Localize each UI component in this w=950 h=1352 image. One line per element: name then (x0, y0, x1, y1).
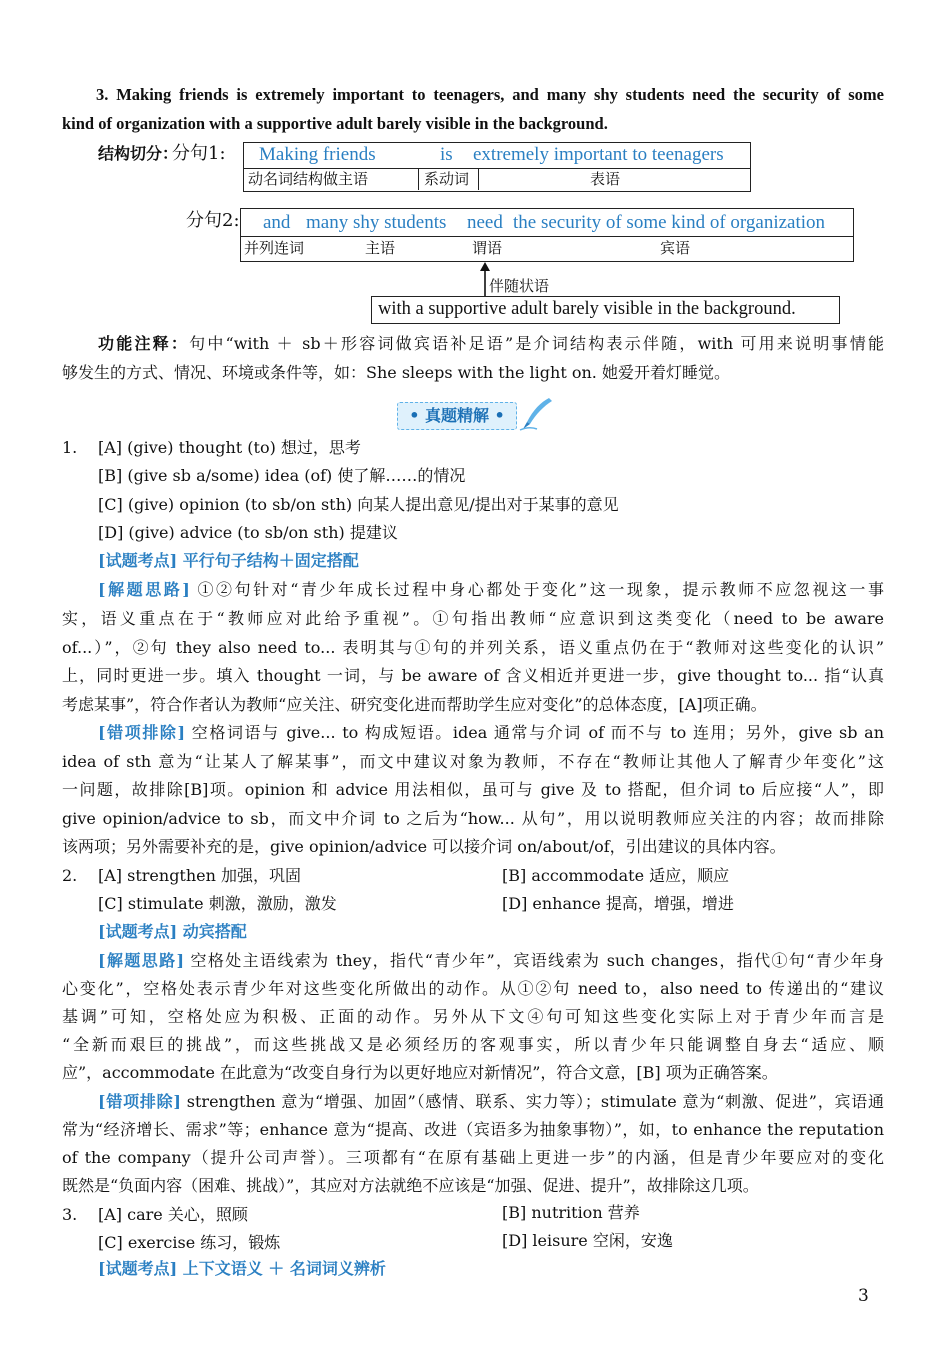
q2-option-c: [C] stimulate 刺激，激励，激发 (98, 894, 337, 913)
page-number: 3 (858, 1286, 869, 1306)
q1-paichu-line-2: idea of sth 意为“让某人了解某事”，而文中建议对象为教师，不存在“教师让其他人了解青少年变化”这 (62, 752, 884, 771)
q2-option-d: [D] enhance 提高，增强，增进 (502, 894, 734, 913)
q1-silu-tag: [解题思路] (98, 580, 190, 599)
clause-1-subject: Making friends (259, 144, 376, 165)
q2-silu-line-4: “全新而艰巨的挑战”，而这些挑战又是必须经历的客观事实，所以青少年只能调整自身去“适应、顺 (62, 1035, 884, 1054)
section-title-badge: • 真题精解 • (397, 402, 517, 430)
clause-2-verb: need (467, 212, 503, 233)
q1-silu-line-4: 上，同时更进一步。填入 thought 一词，与 be aware of 含义相近并更进一步，give thought to... 指“认真 (62, 666, 884, 685)
q1-option-c: [C] (give) opinion (to sb/on sth) 向某人提出意见/提出对于某事的意见 (98, 495, 619, 514)
q3-option-a: [A] care 关心，照顾 (98, 1205, 248, 1224)
clause-2-conj: and (263, 212, 291, 233)
q1-paichu-line-5: 该两项；另外需要补充的是，give opinion/advice 可以接介词 on/about/of，引出建议的具体内容。 (62, 837, 786, 856)
clause-1-sep (478, 168, 479, 190)
clause-1-subject-tag: 动名词结构做主语 (248, 170, 369, 188)
clause-1-label: 分句1: (172, 143, 226, 164)
q2-silu-line-5: 应”，accommodate 在此意为“改变自身行为以更好地应对新情况”，符合文意，[B] 项为正确答案。 (62, 1063, 778, 1082)
q3-kaodian-tag: [试题考点] (98, 1259, 178, 1278)
q2-paichu-line-1 (98, 1091, 884, 1113)
adverbial-tag: 伴随状语 (489, 277, 550, 295)
clause-2-label: 分句2: (186, 210, 240, 231)
q1-kaodian (98, 550, 359, 572)
function-note-line-2: 够发生的方式、情况、环境或条件等，如：She sleeps with the light on. 她爱开着灯睡觉。 (62, 363, 730, 382)
function-note-label: 功能注释： (98, 334, 190, 353)
clause-2-object-tag: 宾语 (660, 239, 691, 257)
q2-paichu-line-2: 常为“经济增长、需求”等；enhance 意为“提高、改进（宾语多为抽象事物）”，如，to enhance the reputation (62, 1120, 884, 1139)
clause-2-conj-tag: 并列连词 (244, 239, 305, 257)
q1-silu-text-1: ①②句针对“青少年成长过程中身心都处于变化”这一现象，提示教师不应忽视这一事 (197, 580, 884, 599)
adverbial-text: with a supportive adult barely visible in the background. (378, 299, 796, 319)
q2-option-a: [A] strengthen 加强，巩固 (98, 866, 302, 885)
clause-1-verb-tag: 系动词 (424, 170, 470, 188)
q1-option-a: [A] (give) thought (to) 想过，思考 (98, 438, 361, 457)
q2-silu-tag: [解题思路] (98, 951, 185, 970)
clause-1-predicative-tag: 表语 (590, 170, 621, 188)
q2-silu-text-1: 空格处主语线索为 they，指代“青少年”，宾语线索为 such changes，指代①句“青少年身 (190, 951, 884, 970)
clause-1-sep (418, 168, 419, 190)
q3-kaodian-text: 上下文语义 ＋ 名词词义辨析 (182, 1259, 386, 1278)
clause-2-object: the security of some kind of organization (513, 212, 826, 233)
q3-option-b: [B] nutrition 营养 (502, 1203, 640, 1222)
q3-number: 3. (62, 1205, 78, 1224)
q3-kaodian (98, 1258, 386, 1280)
q2-kaodian (98, 921, 247, 943)
q1-option-d: [D] (give) advice (to sb/on sth) 提建议 (98, 523, 398, 542)
q2-paichu-line-4: 既然是“负面内容（困难、挑战）”，其应对方法就绝不应该是“加强、促进、提升”，故排除这几项。 (62, 1176, 759, 1195)
q1-paichu-text-1: 空格词语与 give... to 构成短语。idea 通常与介词 of 而不与 to 连用；另外，give sb an (191, 723, 884, 742)
q2-kaodian-tag: [试题考点] (98, 922, 178, 941)
clause-1-verb: is (440, 144, 453, 165)
q2-paichu-line-3: of the company（提升公司声誉）。三项都有“在原有基础上更进一步”的内涵，但是青少年要应对的变化 (62, 1148, 884, 1167)
clause-2-subject-tag: 主语 (365, 239, 396, 257)
q3-option-d: [D] leisure 空闲，安逸 (502, 1231, 673, 1250)
q1-kaodian-text: 平行句子结构＋固定搭配 (182, 551, 359, 570)
q2-option-b: [B] accommodate 适应，顺应 (502, 866, 730, 885)
sentence-3-line-1: 3. Making friends is extremely important to teenagers, and many shy students need the security of some (96, 85, 884, 104)
structure-label: 结构切分： (98, 144, 179, 163)
q1-silu-line-2: 实，语义重点在于“教师应对此给予重视”。①句指出教师“应意识到这类变化（need to be aware (62, 609, 884, 628)
clause-1-predicative: extremely important to teenagers (473, 144, 724, 165)
q1-paichu-tag: [错项排除] (98, 723, 186, 742)
function-note-line-1 (98, 333, 884, 355)
q2-paichu-text-1: strengthen 意为“增强、加固”（感情、联系、实力等）；stimulate 意为“刺激、促进”，宾语通 (186, 1092, 884, 1111)
clause-2-verb-tag: 谓语 (472, 239, 503, 257)
sentence-3-line-2: kind of organization with a supportive adult barely visible in the background. (62, 114, 608, 133)
function-note-text-1: 句中“with ＋ sb＋形容词做宾语补足语”是介词结构表示伴随，with 可用来说明事情能 (189, 334, 884, 353)
q3-option-c: [C] exercise 练习，锻炼 (98, 1233, 281, 1252)
clause-2-divider (240, 236, 854, 237)
q2-kaodian-text: 动宾搭配 (182, 922, 247, 941)
q2-silu-line-3: 基调”可知，空格处应为积极、正面的动作。另外从下文④句可知这些变化实际上对于青少年而言是 (62, 1007, 884, 1026)
q2-paichu-tag: [错项排除] (98, 1092, 181, 1111)
q1-silu-line-5: 考虑某事”，符合作者认为教师“应关注、研究变化进而帮助学生应对变化”的总体态度，[A]项正确。 (62, 695, 767, 714)
q1-paichu-line-3: 一问题，故排除[B]项。opinion 和 advice 用法相似，虽可与 give 及 to 搭配，但介词 to 后应接“人”，即 (62, 780, 884, 799)
q1-kaodian-tag: [试题考点] (98, 551, 178, 570)
q1-number: 1. (62, 438, 78, 457)
q1-silu-line-1 (98, 579, 884, 601)
q1-paichu-line-4: give opinion/advice to sb，而文中介词 to 之后为“how... 从句”，用以说明教师应关注的内容；故而排除 (62, 809, 884, 828)
q2-silu-line-2: 心变化”，空格处表示青少年对这些变化所做出的动作。从①②句 need to，also need to 传递出的“建议 (62, 979, 884, 998)
q1-silu-line-3: of...）”，②句 they also need to... 表明其与①句的并列关系，语义重点仍在于“教师对这些变化的认识” (62, 638, 884, 657)
quill-pen-icon (519, 396, 555, 432)
q2-number: 2. (62, 866, 78, 885)
q1-option-b: [B] (give sb a/some) idea (of) 使了解……的情况 (98, 466, 466, 485)
q2-silu-line-1 (98, 950, 884, 972)
q1-paichu-line-1 (98, 722, 884, 744)
clause-2-subject: many shy students (306, 212, 447, 233)
